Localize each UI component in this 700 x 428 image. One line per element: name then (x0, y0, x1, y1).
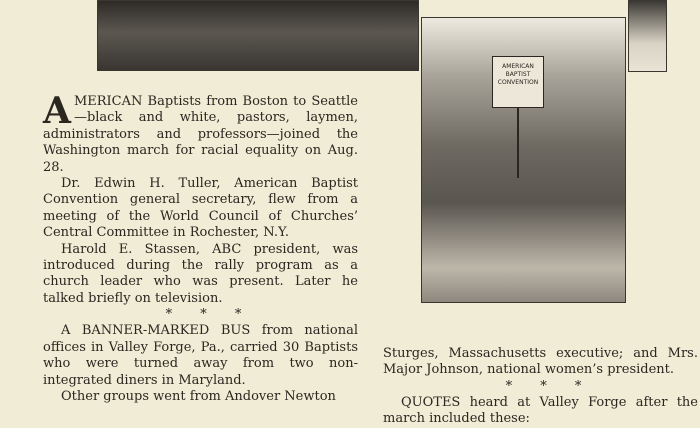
crowd-photo-top-right (628, 0, 667, 72)
crowd-photo-top (97, 0, 419, 71)
section-separator: * * * (165, 307, 254, 323)
paragraph-text: MERICAN Baptists from Boston to Seattle—black and white, pastors, laymen, administrators and professors—joined the Washington march for racial equality on Aug. 28. (43, 94, 358, 175)
sign-pole (517, 108, 519, 178)
march-sign: AMERICAN BAPTIST CONVENTION (492, 56, 544, 108)
drop-cap: A (43, 90, 71, 132)
article-paragraph: Dr. Edwin H. Tuller, American Baptist Convention general secretary, flew from a meeting of the World Council of Churches’ Central Committee in Rochester, N.Y. (43, 176, 358, 241)
article-paragraph: Other groups went from Andover Newton (61, 388, 336, 404)
article-paragraph: Sturges, Massachusetts executive; and Mrs. Major Johnson, national women’s president. (383, 346, 698, 378)
article-paragraph: QUOTES heard at Valley Forge after the march included these: (383, 394, 698, 427)
article-paragraph (43, 90, 358, 176)
article-paragraph: Harold E. Stassen, ABC president, was introduced during the rally program as a church leader who was present. Later he talked briefly on television. (43, 241, 358, 306)
march-photo (421, 17, 626, 303)
article-left-column (43, 90, 358, 405)
article-paragraph: A BANNER-MARKED BUS from national offices in Valley Forge, Pa., carried 30 Baptists who were turned away from two non-integrated diners in Maryland. (43, 323, 358, 388)
article-right-column (383, 346, 698, 428)
section-separator: * * * (505, 378, 594, 394)
